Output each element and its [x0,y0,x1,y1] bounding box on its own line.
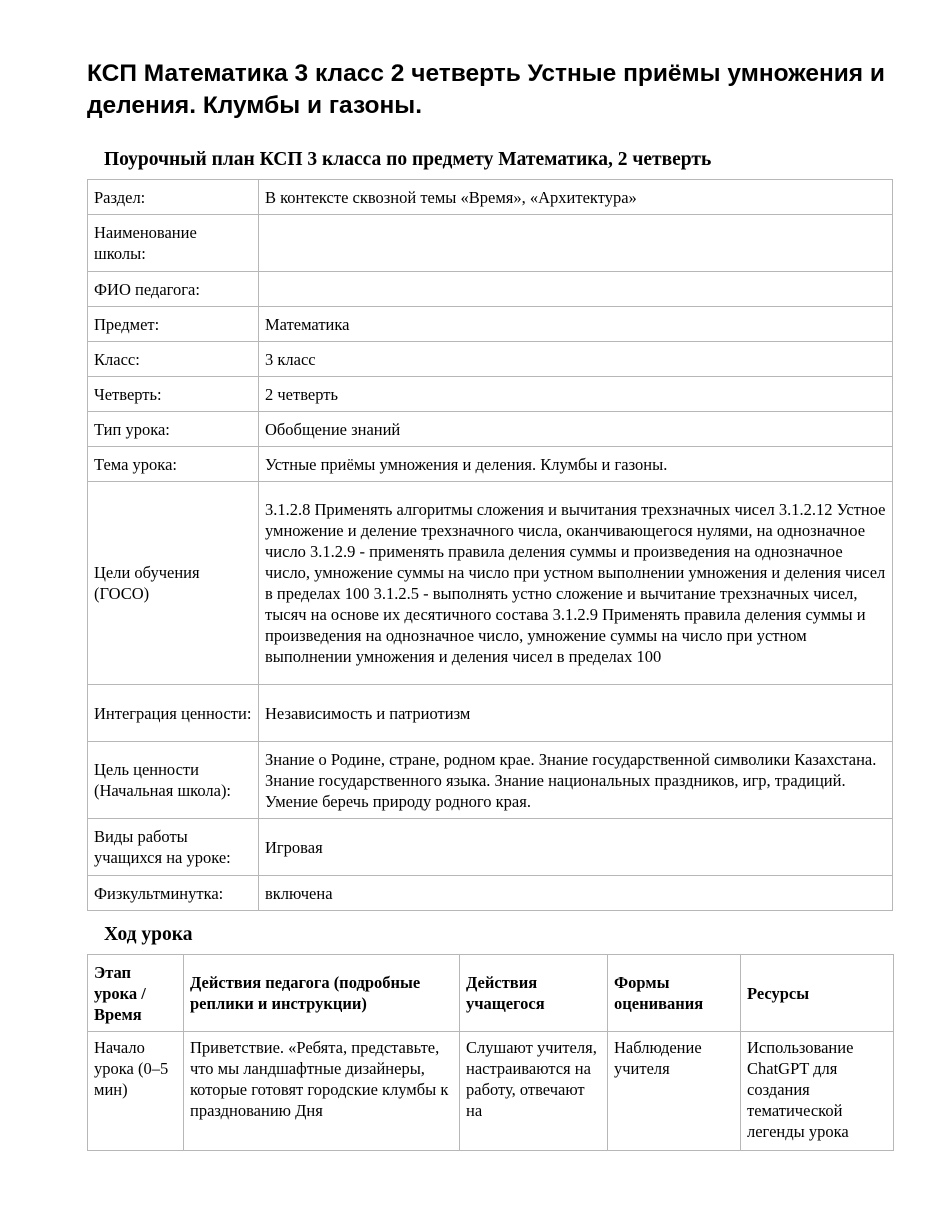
plan-row-work-types [88,819,893,876]
plan-row-value-goal [88,742,893,819]
plan-value: включена [259,876,893,911]
plan-value: В контексте сквозной темы «Время», «Архитектура» [259,180,893,215]
plan-label: Физкультминутка: [88,876,259,911]
plan-row-grade [88,342,893,377]
plan-label: Интеграция ценности: [88,685,259,742]
assessment-cell: Наблюдение учителя [608,1032,741,1151]
plan-row-values [88,685,893,742]
resources-cell: Использование ChatGPT для создания тематической легенды урока [741,1032,894,1151]
plan-label: Тип урока: [88,412,259,447]
plan-label: Класс: [88,342,259,377]
plan-row-school [88,215,893,272]
plan-label: ФИО педагога: [88,272,259,307]
table-row [88,1032,894,1151]
plan-value [259,272,893,307]
lesson-table [87,954,894,1151]
plan-label: Тема урока: [88,447,259,482]
plan-row-quarter [88,377,893,412]
plan-label: Предмет: [88,307,259,342]
plan-label: Цель ценности (Начальная школа): [88,742,259,819]
plan-value: Устные приёмы умножения и деления. Клумбы и газоны. [259,447,893,482]
column-header-student-actions: Действия учащегося [460,955,608,1032]
plan-label: Наименование школы: [88,215,259,272]
plan-value: Знание о Родине, стране, родном крае. Знание государственной символики Казахстана. Знание государственного языка. Знание национальных праздников, игр, традиций. Умение беречь природу родного края. [259,742,893,819]
plan-row-teacher [88,272,893,307]
plan-value: Игровая [259,819,893,876]
plan-row-goals [88,482,893,685]
column-header-resources: Ресурсы [741,955,894,1032]
plan-value [259,215,893,272]
plan-row-lesson-type [88,412,893,447]
plan-value: Обобщение знаний [259,412,893,447]
plan-label: Виды работы учащихся на уроке: [88,819,259,876]
lesson-stage-cell: Начало урока (0–5 мин) [88,1032,184,1151]
document-title: КСП Математика 3 класс 2 четверть Устные приёмы умножения и деления. Клумбы и газоны. [87,60,885,119]
plan-value: Независимость и патриотизм [259,685,893,742]
plan-value: 3.1.2.8 Применять алгоритмы сложения и вычитания трехзначных чисел 3.1.2.12 Устное умножение и деление трехзначного числа, оканчивающегося нулями, на однозначное число 3.1.2.9 - применять правила деления суммы и произведения на однозначное число, умножение суммы на число при устном выполнении умножения и деления чисел в пределах 100 3.1.2.5 - выполнять устно сложение и вычитание трехзначных чисел, тысяч на основе их десятичного состава 3.1.2.9 Применять правила деления суммы и произведения на однозначное число, умножение суммы на число при устном выполнении умножения и деления чисел в пределах 100 [259,482,893,685]
plan-row-section [88,180,893,215]
lesson-heading: Ход урока [104,924,193,945]
lesson-header-row [88,955,894,1032]
plan-heading: Поурочный план КСП 3 класса по предмету Математика, 2 четверть [104,149,712,170]
teacher-actions-cell: Приветствие. «Ребята, представьте, что мы ландшафтные дизайнеры, которые готовят городские клумбы к празднованию Дня [184,1032,460,1151]
column-header-teacher-actions: Действия педагога (подробные реплики и инструкции) [184,955,460,1032]
plan-label: Цели обучения (ГОСО) [88,482,259,685]
plan-label: Раздел: [88,180,259,215]
plan-row-subject [88,307,893,342]
student-actions-cell: Слушают учителя, настраиваются на работу, отвечают на [460,1032,608,1151]
column-header-assessment: Формы оценивания [608,955,741,1032]
plan-value: 2 четверть [259,377,893,412]
column-header-stage: Этап урока / Время [88,955,184,1032]
plan-row-topic [88,447,893,482]
plan-table [87,179,893,911]
plan-row-exercise-break [88,876,893,911]
plan-label: Четверть: [88,377,259,412]
plan-value: 3 класс [259,342,893,377]
plan-value: Математика [259,307,893,342]
